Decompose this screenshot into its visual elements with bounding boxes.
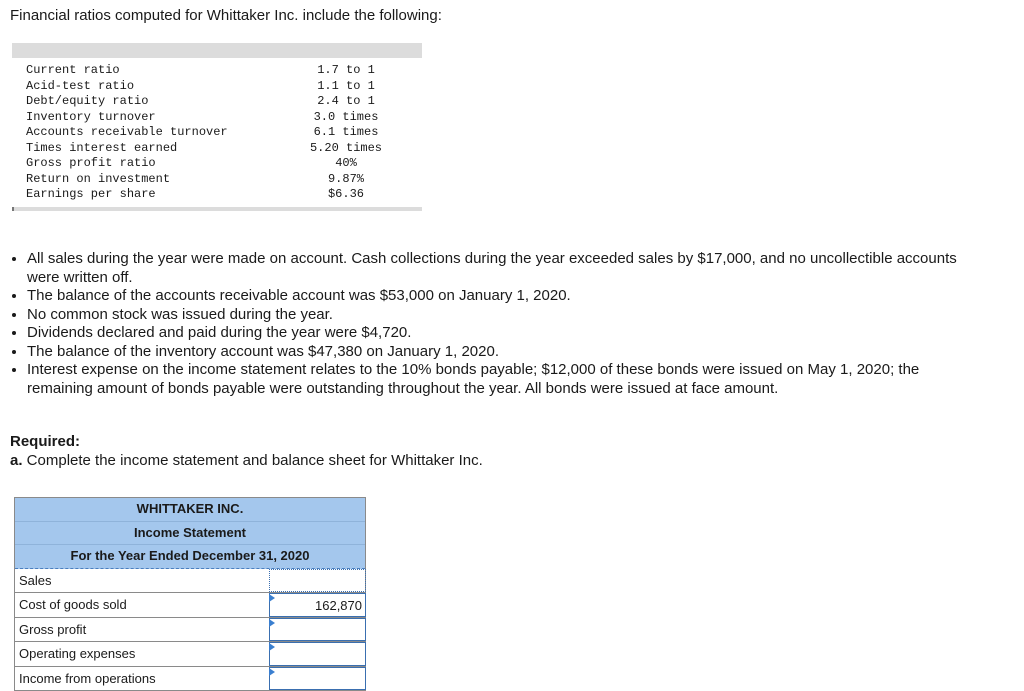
fact-item: • The balance of the accounts receivable account was $53,000 on January 1, 2020. — [27, 287, 987, 306]
ratio-row — [26, 125, 406, 140]
company-name: WHITTAKER INC. — [15, 498, 365, 522]
ratio-value: $6.36 — [286, 187, 406, 201]
table-row — [15, 618, 365, 643]
ratio-row — [26, 172, 406, 187]
cell-marker-icon — [269, 594, 275, 602]
ratio-value: 9.87% — [286, 172, 406, 186]
statement-period: For the Year Ended December 31, 2020 — [15, 545, 365, 569]
fact-item: • No common stock was issued during the year. — [27, 306, 987, 325]
ratio-name: Accounts receivable turnover — [26, 125, 228, 139]
fact-item: • The balance of the inventory account was $47,380 on January 1, 2020. — [27, 343, 987, 362]
cell-marker-icon — [269, 668, 275, 676]
row-label-income-from-operations: Income from operations — [19, 671, 156, 686]
ratio-name: Times interest earned — [26, 141, 177, 155]
cell-marker-icon — [269, 643, 275, 651]
ratio-value: 40% — [286, 156, 406, 170]
ratio-name: Return on investment — [26, 172, 170, 186]
cell-value: 162,870 — [315, 598, 362, 613]
ratio-value: 5.20 times — [286, 141, 406, 155]
ratio-row — [26, 110, 406, 125]
row-label-operating-expenses: Operating expenses — [19, 646, 135, 661]
required-label: Required: — [10, 433, 80, 450]
row-label-gross-profit: Gross profit — [19, 622, 86, 637]
cell-marker-icon — [269, 619, 275, 627]
intro-text: Financial ratios computed for Whittaker Inc. include the following: — [10, 7, 442, 24]
table-row — [15, 642, 365, 667]
table-row — [15, 667, 365, 691]
fact-item: • Interest expense on the income statement relates to the 10% bonds payable; $12,000 of these bonds were issued on May 1, 2020; the remaining amount of bonds payable were outstanding throughout the year. All bonds were issued at face amount. — [27, 361, 987, 398]
ratio-name: Debt/equity ratio — [26, 94, 148, 108]
ratio-name: Inventory turnover — [26, 110, 156, 124]
operating-expenses-input[interactable] — [269, 642, 366, 666]
ratio-row — [26, 156, 406, 171]
gross-profit-input[interactable] — [269, 618, 366, 642]
statement-title: Income Statement — [15, 522, 365, 546]
income-from-operations-input[interactable] — [269, 667, 366, 691]
ratio-name: Earnings per share — [26, 187, 156, 201]
table-row — [15, 593, 365, 618]
ratio-name: Acid-test ratio — [26, 79, 134, 93]
fact-item: • Dividends declared and paid during the year were $4,720. — [27, 324, 987, 343]
requirement-a-text: Complete the income statement and balance sheet for Whittaker Inc. — [23, 452, 483, 469]
ratio-row — [26, 187, 406, 202]
income-statement-header — [15, 498, 365, 569]
ratio-name: Gross profit ratio — [26, 156, 156, 170]
ratio-row — [26, 79, 406, 94]
ratio-name: Current ratio — [26, 63, 120, 77]
table-row — [15, 569, 365, 594]
income-statement-table — [14, 497, 366, 691]
requirement-a — [10, 452, 483, 469]
ratio-value: 1.7 to 1 — [286, 63, 406, 77]
sales-input[interactable] — [269, 569, 366, 593]
ratio-table — [12, 43, 422, 210]
ratio-value: 1.1 to 1 — [286, 79, 406, 93]
required-heading — [10, 433, 80, 450]
facts-list — [10, 250, 987, 398]
ratio-row — [26, 141, 406, 156]
ratio-value: 6.1 times — [286, 125, 406, 139]
ratio-row — [26, 94, 406, 109]
cogs-input[interactable] — [269, 593, 366, 617]
requirement-a-letter: a. — [10, 452, 23, 469]
ratio-value: 2.4 to 1 — [286, 94, 406, 108]
ratio-row — [26, 63, 406, 78]
row-label-sales: Sales — [19, 573, 52, 588]
row-label-cogs: Cost of goods sold — [19, 597, 127, 612]
fact-item: • All sales during the year were made on account. Cash collections during the year exceeded sales by $17,000, and no uncollectible accounts were written off. — [27, 250, 987, 287]
ratio-value: 3.0 times — [286, 110, 406, 124]
